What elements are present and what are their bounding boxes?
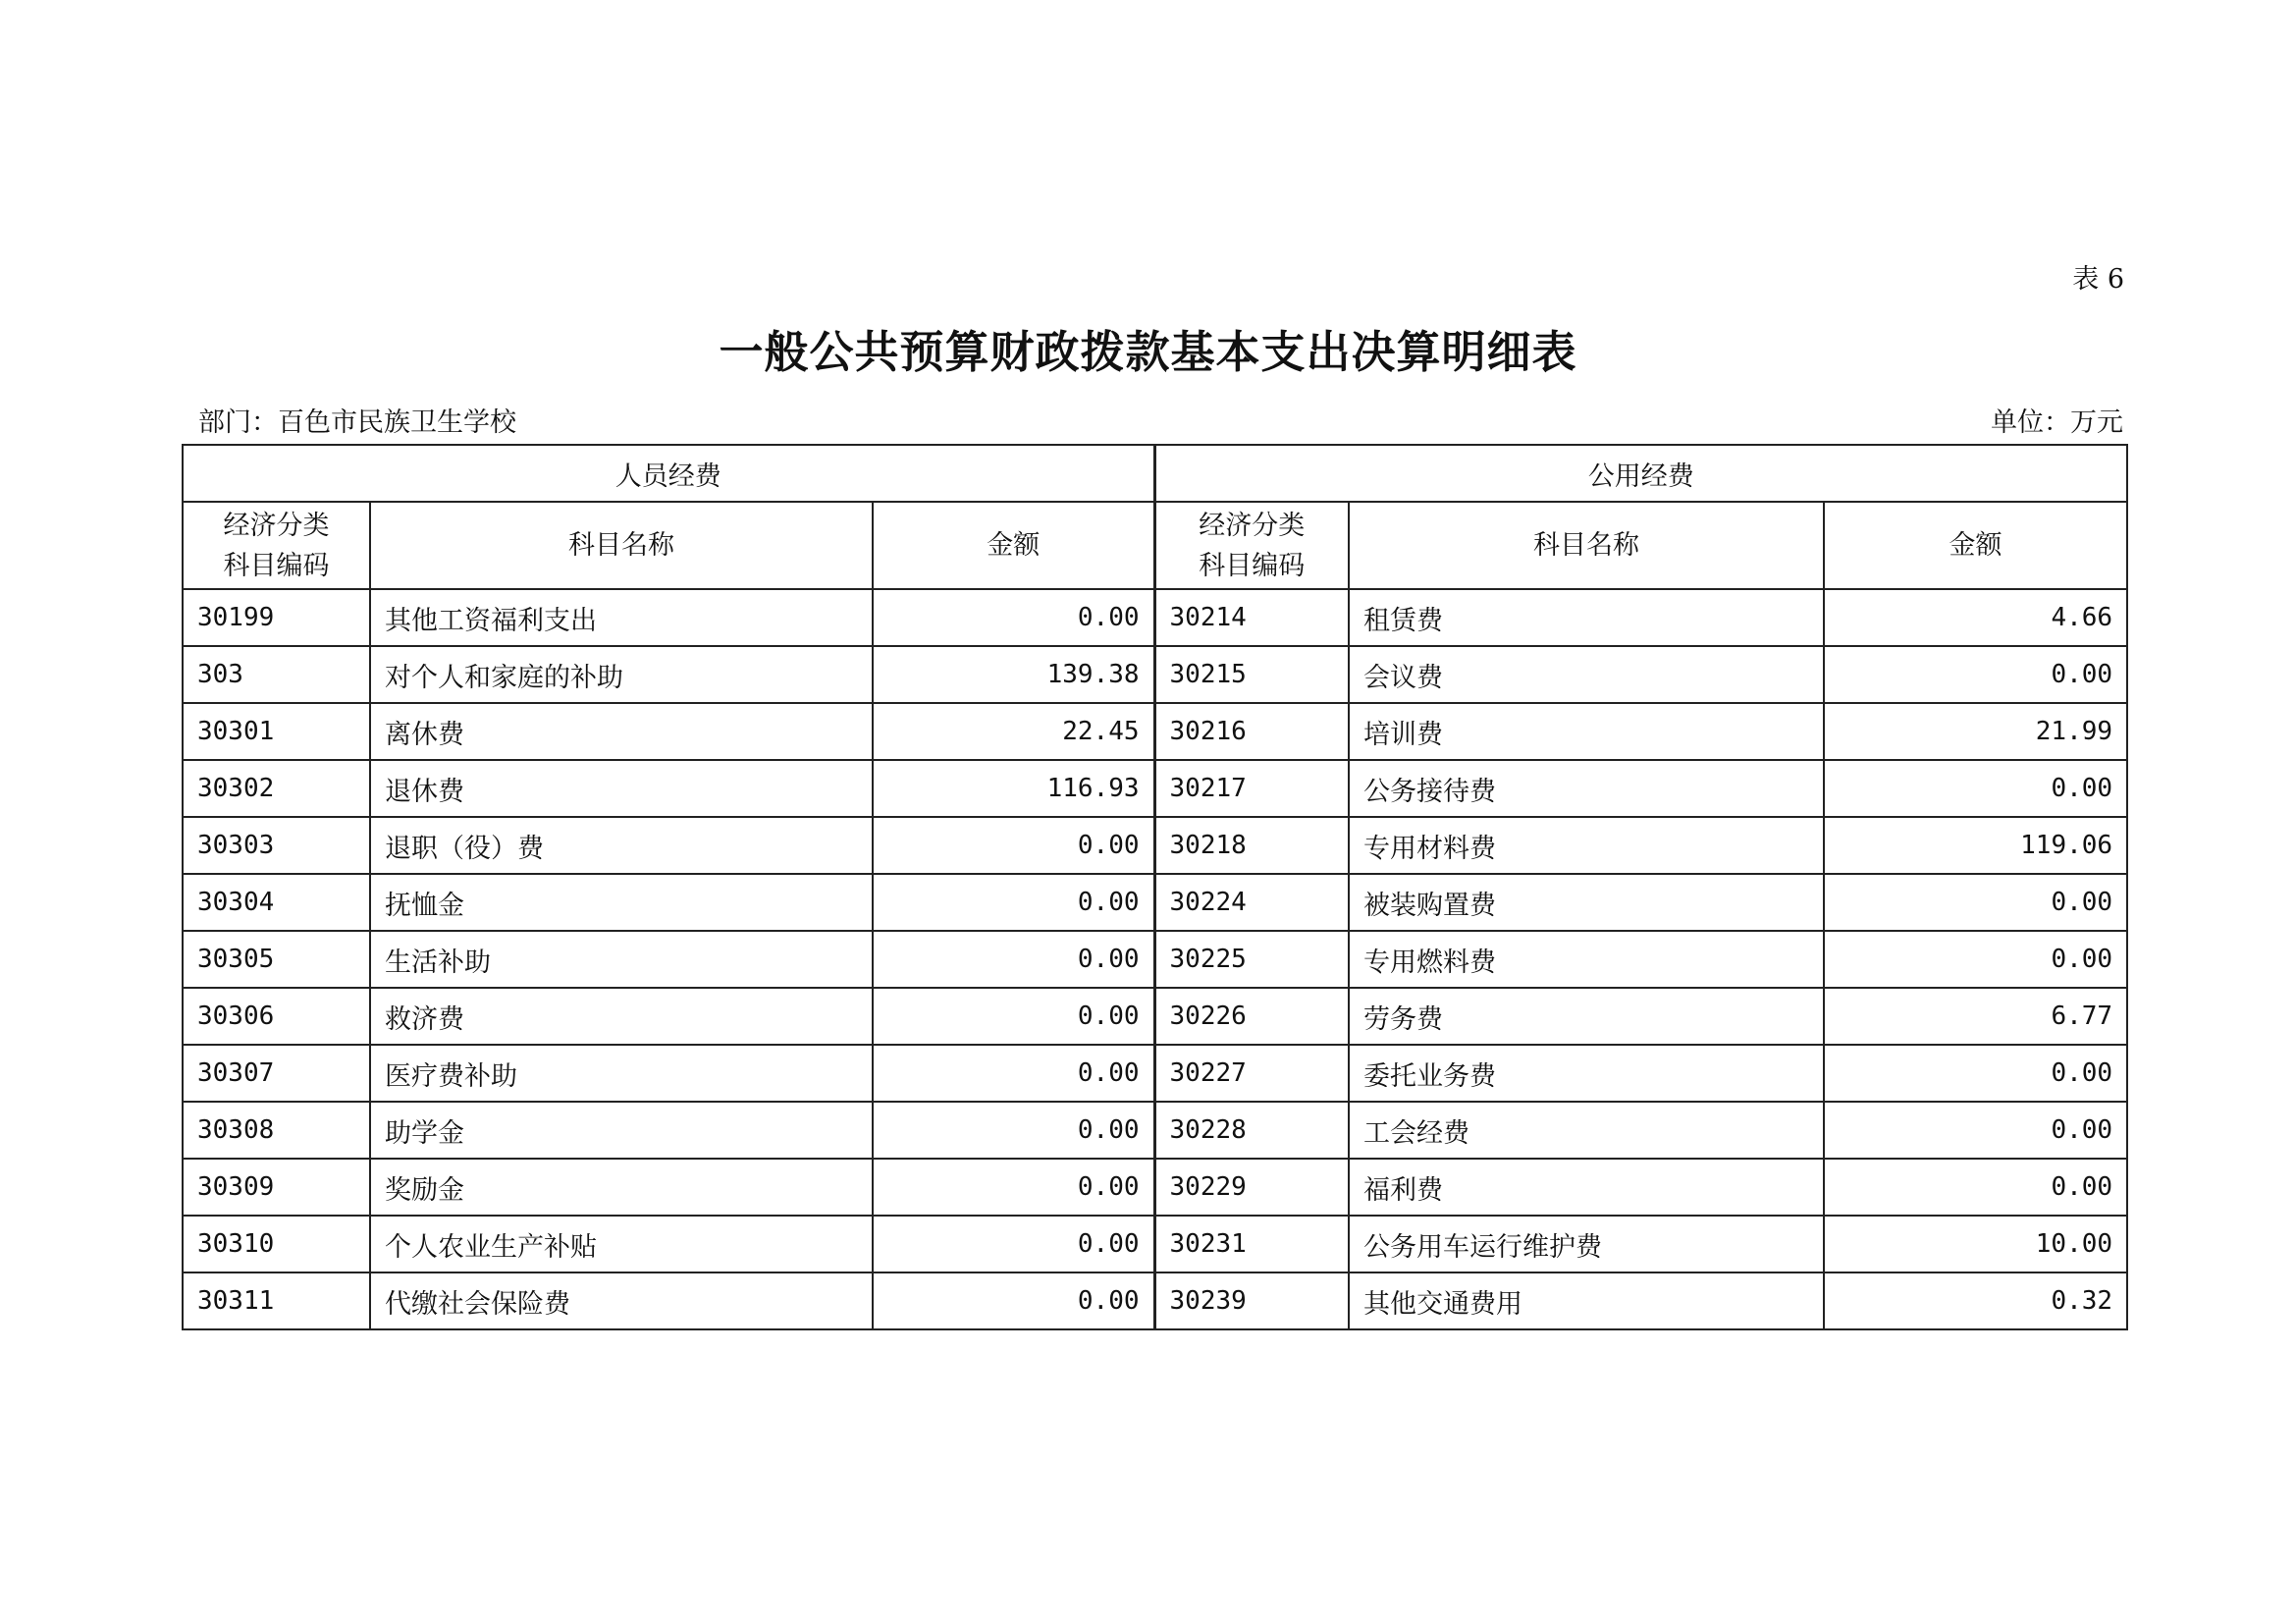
code-header-line2: 科目编码 — [1199, 550, 1306, 581]
personnel-code-cell: 30310 — [183, 1216, 370, 1272]
personnel-amount-cell: 0.00 — [873, 1272, 1154, 1329]
public-name-cell: 专用材料费 — [1349, 817, 1824, 874]
column-header-row — [183, 502, 2127, 589]
public-name-cell: 会议费 — [1349, 646, 1824, 703]
personnel-name-cell: 其他工资福利支出 — [370, 589, 873, 646]
public-amount-cell: 0.00 — [1824, 1102, 2127, 1159]
table-row — [183, 988, 2127, 1045]
personnel-name-cell: 助学金 — [370, 1102, 873, 1159]
table-row — [183, 931, 2127, 988]
public-name-cell: 培训费 — [1349, 703, 1824, 760]
public-code-cell: 30231 — [1154, 1216, 1349, 1272]
personnel-group-header: 人员经费 — [183, 445, 1154, 502]
personnel-amount-cell: 0.00 — [873, 1045, 1154, 1102]
personnel-name-cell: 退休费 — [370, 760, 873, 817]
personnel-code-cell: 30199 — [183, 589, 370, 646]
public-name-cell: 其他交通费用 — [1349, 1272, 1824, 1329]
public-code-cell: 30229 — [1154, 1159, 1349, 1216]
department-label: 部门：百色市民族卫生学校 — [198, 407, 516, 438]
personnel-code-cell: 303 — [183, 646, 370, 703]
public-name-cell: 公务接待费 — [1349, 760, 1824, 817]
table-row — [183, 646, 2127, 703]
personnel-code-cell: 30309 — [183, 1159, 370, 1216]
personnel-name-cell: 代缴社会保险费 — [370, 1272, 873, 1329]
public-amount-cell: 0.00 — [1824, 1045, 2127, 1102]
table-number: 表 6 — [2072, 264, 2124, 295]
personnel-name-cell: 离休费 — [370, 703, 873, 760]
personnel-code-cell: 30311 — [183, 1272, 370, 1329]
public-name-cell: 专用燃料费 — [1349, 931, 1824, 988]
personnel-name-cell: 救济费 — [370, 988, 873, 1045]
personnel-code-cell: 30302 — [183, 760, 370, 817]
public-amount-cell: 10.00 — [1824, 1216, 2127, 1272]
code-header-line1: 经济分类 — [223, 510, 330, 541]
public-code-cell: 30224 — [1154, 874, 1349, 931]
personnel-amount-cell: 0.00 — [873, 931, 1154, 988]
personnel-amount-cell: 0.00 — [873, 1159, 1154, 1216]
table-row — [183, 817, 2127, 874]
code-header-line2: 科目编码 — [223, 550, 330, 581]
personnel-amount-cell: 0.00 — [873, 589, 1154, 646]
personnel-amount-cell: 0.00 — [873, 874, 1154, 931]
personnel-amount-cell: 0.00 — [873, 1216, 1154, 1272]
personnel-code-cell: 30305 — [183, 931, 370, 988]
public-amount-cell: 21.99 — [1824, 703, 2127, 760]
public-code-cell: 30228 — [1154, 1102, 1349, 1159]
unit-label: 单位：万元 — [1991, 407, 2123, 438]
table-row — [183, 760, 2127, 817]
public-code-cell: 30226 — [1154, 988, 1349, 1045]
personnel-name-cell: 个人农业生产补贴 — [370, 1216, 873, 1272]
public-name-cell: 工会经费 — [1349, 1102, 1824, 1159]
public-name-header: 科目名称 — [1349, 502, 1824, 589]
public-code-cell: 30216 — [1154, 703, 1349, 760]
public-amount-cell: 0.00 — [1824, 646, 2127, 703]
public-amount-cell: 0.00 — [1824, 760, 2127, 817]
personnel-amount-cell: 0.00 — [873, 1102, 1154, 1159]
public-code-header — [1154, 502, 1349, 589]
personnel-name-cell: 生活补助 — [370, 931, 873, 988]
page-title: 一般公共预算财政拨款基本支出决算明细表 — [719, 326, 1577, 378]
personnel-amount-cell: 116.93 — [873, 760, 1154, 817]
personnel-name-cell: 退职（役）费 — [370, 817, 873, 874]
public-group-header: 公用经费 — [1154, 445, 2127, 502]
personnel-code-cell: 30308 — [183, 1102, 370, 1159]
public-name-cell: 劳务费 — [1349, 988, 1824, 1045]
personnel-name-cell: 奖励金 — [370, 1159, 873, 1216]
public-code-cell: 30225 — [1154, 931, 1349, 988]
personnel-code-cell: 30303 — [183, 817, 370, 874]
table-row — [183, 703, 2127, 760]
table-row — [183, 1159, 2127, 1216]
table-row — [183, 589, 2127, 646]
code-header-line1: 经济分类 — [1199, 510, 1306, 541]
public-amount-cell: 0.00 — [1824, 1159, 2127, 1216]
public-code-cell: 30227 — [1154, 1045, 1349, 1102]
public-amount-cell: 0.00 — [1824, 874, 2127, 931]
public-amount-cell: 0.32 — [1824, 1272, 2127, 1329]
public-name-cell: 被装购置费 — [1349, 874, 1824, 931]
table-row — [183, 1216, 2127, 1272]
public-name-cell: 公务用车运行维护费 — [1349, 1216, 1824, 1272]
personnel-code-cell: 30306 — [183, 988, 370, 1045]
group-header-row — [183, 445, 2127, 502]
public-code-cell: 30217 — [1154, 760, 1349, 817]
personnel-name-cell: 抚恤金 — [370, 874, 873, 931]
personnel-name-header: 科目名称 — [370, 502, 873, 589]
public-amount-header: 金额 — [1824, 502, 2127, 589]
public-amount-cell: 119.06 — [1824, 817, 2127, 874]
personnel-name-cell: 对个人和家庭的补助 — [370, 646, 873, 703]
personnel-amount-cell: 139.38 — [873, 646, 1154, 703]
public-code-cell: 30218 — [1154, 817, 1349, 874]
table-row — [183, 1102, 2127, 1159]
public-name-cell: 委托业务费 — [1349, 1045, 1824, 1102]
public-name-cell: 租赁费 — [1349, 589, 1824, 646]
personnel-code-cell: 30304 — [183, 874, 370, 931]
public-code-cell: 30214 — [1154, 589, 1349, 646]
table-row — [183, 1272, 2127, 1329]
table-row — [183, 1045, 2127, 1102]
public-amount-cell: 6.77 — [1824, 988, 2127, 1045]
personnel-amount-cell: 0.00 — [873, 988, 1154, 1045]
public-amount-cell: 4.66 — [1824, 589, 2127, 646]
public-code-cell: 30239 — [1154, 1272, 1349, 1329]
budget-table — [182, 444, 2128, 1330]
public-name-cell: 福利费 — [1349, 1159, 1824, 1216]
personnel-code-cell: 30301 — [183, 703, 370, 760]
table-row — [183, 874, 2127, 931]
personnel-amount-cell: 22.45 — [873, 703, 1154, 760]
personnel-code-header — [183, 502, 370, 589]
personnel-amount-cell: 0.00 — [873, 817, 1154, 874]
public-amount-cell: 0.00 — [1824, 931, 2127, 988]
personnel-name-cell: 医疗费补助 — [370, 1045, 873, 1102]
personnel-code-cell: 30307 — [183, 1045, 370, 1102]
personnel-amount-header: 金额 — [873, 502, 1154, 589]
public-code-cell: 30215 — [1154, 646, 1349, 703]
